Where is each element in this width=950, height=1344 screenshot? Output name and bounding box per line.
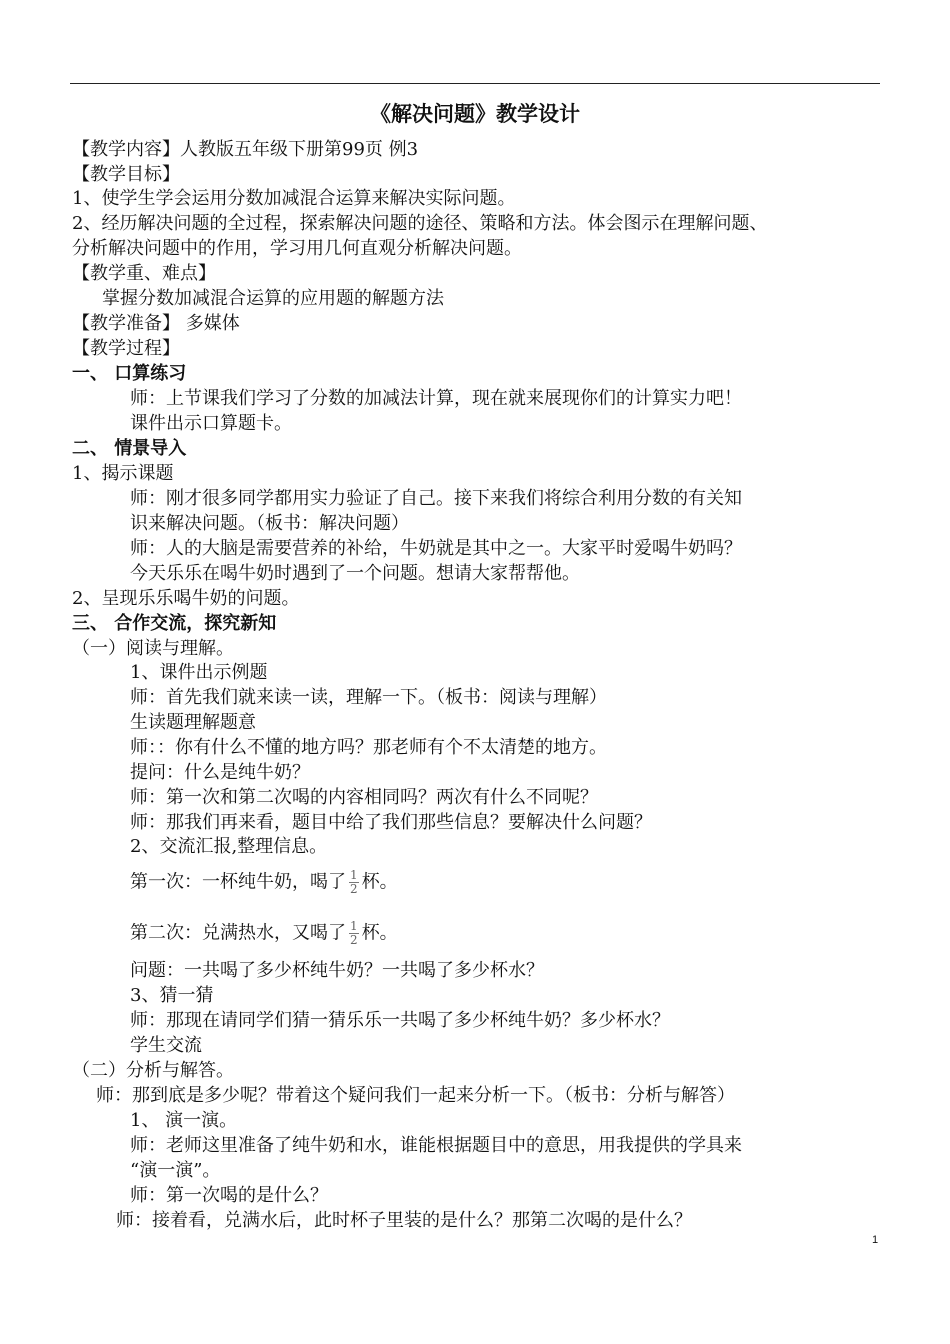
paragraph-line: 师：人的大脑是需要营养的补给，牛奶就是其中之一。大家平时爱喝牛奶吗？ <box>130 538 742 559</box>
section-3-heading: 三、 合作交流，探究新知 <box>72 613 277 634</box>
teaching-goals-heading: 【教学目标】 <box>72 164 180 185</box>
goal-1: 1、使学生学会运用分数加减混合运算来解决实际问题。 <box>72 188 516 209</box>
paragraph-line: 2、交流汇报,整理信息。 <box>130 836 328 857</box>
paragraph-line: 1、 演一演。 <box>130 1110 238 1131</box>
paragraph-line: 问题：一共喝了多少杯纯牛奶？一共喝了多少杯水？ <box>130 960 544 981</box>
drink-text: 杯。 <box>361 871 398 893</box>
paragraph-line: 师：第一次和第二次喝的内容相同吗？两次有什么不同呢？ <box>130 787 598 808</box>
paragraph-line: 师：那我们再来看，题目中给了我们那些信息？要解决什么问题？ <box>130 812 652 833</box>
paragraph-line: 师：接着看，兑满水后，此时杯子里装的是什么？那第二次喝的是什么？ <box>116 1210 692 1231</box>
goal-2-continued: 分析解决问题中的作用，学习用几何直观分析解决问题。 <box>72 238 522 259</box>
fraction-numerator: 1 <box>350 919 358 933</box>
process-heading: 【教学过程】 <box>72 338 180 359</box>
paragraph-line: “演一演”。 <box>130 1160 221 1181</box>
preparation-line: 【教学准备】 多媒体 <box>72 313 240 334</box>
fraction-one-half <box>349 920 359 947</box>
paragraph-line: 师：首先我们就来读一读，理解一下。（板书：阅读与理解） <box>130 687 607 708</box>
section-2-heading: 二、 情景导入 <box>72 438 187 459</box>
paragraph-line: 1、课件出示例题 <box>130 662 268 683</box>
fraction-numerator: 1 <box>350 868 358 882</box>
paragraph-line: 学生交流 <box>130 1035 202 1056</box>
drink-text: 杯。 <box>361 922 398 944</box>
paragraph-line: 师：老师这里准备了纯牛奶和水，谁能根据题目中的意思，用我提供的学具来 <box>130 1135 742 1156</box>
paragraph-line: 师：那现在请同学们猜一猜乐乐一共喝了多少杯纯牛奶？多少杯水？ <box>130 1010 670 1031</box>
key-points-heading: 【教学重、难点】 <box>72 263 216 284</box>
fraction-denominator: 2 <box>350 882 358 896</box>
paragraph-line: 课件出示口算题卡。 <box>130 413 292 434</box>
paragraph-line: 师：刚才很多同学都用实力验证了自己。接下来我们将综合利用分数的有关知 <box>130 488 742 509</box>
paragraph-line: 师：第一次喝的是什么？ <box>130 1185 328 1206</box>
first-drink-line <box>130 869 398 896</box>
section-1-heading: 一、 口算练习 <box>72 363 187 384</box>
second-drink-line <box>130 920 398 947</box>
key-points-text: 掌握分数加减混合运算的应用题的解题方法 <box>102 288 444 309</box>
goal-2: 2、经历解决问题的全过程，探索解决问题的途径、策略和方法。体会图示在理解问题、 <box>72 213 768 234</box>
fraction-one-half <box>349 869 359 896</box>
paragraph-line: 提问：什么是纯牛奶？ <box>130 762 310 783</box>
document-title: 《解决问题》教学设计 <box>370 101 580 126</box>
page-number: 1 <box>872 1234 879 1246</box>
fraction-denominator: 2 <box>350 933 358 947</box>
subsection-heading: 1、揭示课题 <box>72 463 174 484</box>
paragraph-line: 师：：你有什么不懂的地方吗？那老师有个不太清楚的地方。 <box>130 737 607 758</box>
paragraph-line: 师：上节课我们学习了分数的加减法计算，现在就来展现你们的计算实力吧！ <box>130 388 742 409</box>
paragraph-line: 识来解决问题。（板书：解决问题） <box>130 513 409 534</box>
subsection-heading: 2、呈现乐乐喝牛奶的问题。 <box>72 588 300 609</box>
drink-text: 第一次：一杯纯牛奶，喝了 <box>130 871 346 893</box>
teaching-content-line: 【教学内容】人教版五年级下册第99页 例3 <box>72 139 419 160</box>
paragraph-line: 今天乐乐在喝牛奶时遇到了一个问题。想请大家帮帮他。 <box>130 563 580 584</box>
paragraph-line: 3、猜一猜 <box>130 985 214 1006</box>
subsection-heading: （二）分析与解答。 <box>72 1060 234 1081</box>
header-rule <box>70 83 880 84</box>
paragraph-line: 生读题理解题意 <box>130 712 256 733</box>
subsection-heading: （一）阅读与理解。 <box>72 638 234 659</box>
paragraph-line: 师：那到底是多少呢？带着这个疑问我们一起来分析一下。（板书：分析与解答） <box>96 1085 735 1106</box>
drink-text: 第二次：兑满热水，又喝了 <box>130 922 346 944</box>
